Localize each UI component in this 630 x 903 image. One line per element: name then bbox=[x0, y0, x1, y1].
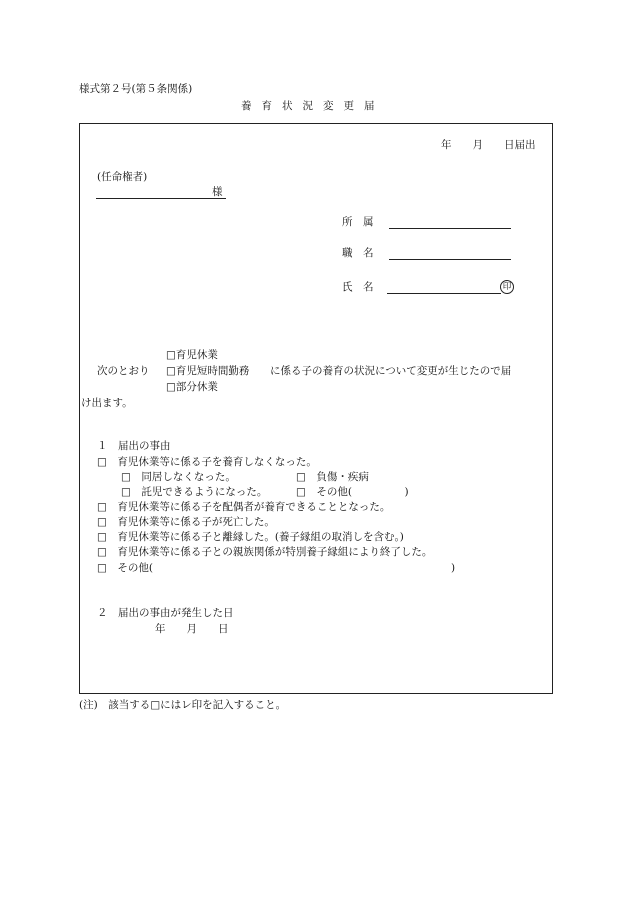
seal-mark: 印 bbox=[500, 280, 514, 294]
reason-other[interactable]: □ その他( bbox=[97, 562, 154, 574]
appointing-authority-line[interactable] bbox=[96, 198, 226, 199]
reason-special-adoption-ended[interactable]: □ 育児休業等に係る子との親族関係が特別養子縁組により終了した。 bbox=[97, 546, 433, 558]
submission-date: 年 月 日届出 bbox=[441, 139, 536, 151]
position-line[interactable] bbox=[389, 259, 511, 260]
reason-injury-illness[interactable]: □ 負傷・疾病 bbox=[296, 471, 369, 483]
form-number: 様式第２号(第５条関係) bbox=[79, 83, 193, 95]
occurrence-date[interactable]: 年 月 日 bbox=[155, 623, 229, 635]
leave-option-short-hours[interactable]: □育児短時間勤務 bbox=[166, 365, 250, 377]
form-title: 養育状況変更届 bbox=[241, 100, 385, 112]
affiliation-label: 所 属 bbox=[342, 216, 374, 228]
intro-suffix: に係る子の養育の状況について変更が生じたので届 bbox=[270, 365, 512, 377]
reason-child-died[interactable]: □ 育児休業等に係る子が死亡した。 bbox=[97, 516, 275, 528]
appointing-authority-label: (任命権者) bbox=[97, 171, 148, 183]
reason-dissolved-adoption[interactable]: □ 育児休業等に係る子と離縁した。(養子縁組の取消しを含む。) bbox=[97, 531, 404, 543]
honorific-label: 様 bbox=[212, 186, 223, 198]
section1-heading: １ 届出の事由 bbox=[97, 440, 171, 452]
footnote: (注) 該当する□にはレ印を記入すること。 bbox=[79, 699, 287, 711]
intro-prefix: 次のとおり bbox=[97, 365, 150, 377]
leave-option-childcare[interactable]: □育児休業 bbox=[166, 349, 218, 361]
name-line[interactable] bbox=[387, 293, 501, 294]
name-label: 氏 名 bbox=[342, 281, 374, 293]
intro-continuation: け出ます。 bbox=[81, 397, 133, 409]
reason-no-longer-cohabiting[interactable]: □ 同居しなくなった。 bbox=[121, 471, 236, 483]
reason-spouse-can-raise[interactable]: □ 育児休業等に係る子を配偶者が養育できることとなった。 bbox=[97, 501, 391, 513]
reason-no-longer-raising[interactable]: □ 育児休業等に係る子を養育しなくなった。 bbox=[97, 456, 317, 468]
reason-childcare-available[interactable]: □ 託児できるようになった。 bbox=[121, 486, 268, 498]
position-label: 職 名 bbox=[342, 247, 374, 259]
affiliation-line[interactable] bbox=[389, 228, 511, 229]
reason-other-sub[interactable]: □ その他( ) bbox=[296, 486, 409, 498]
reason-other-close: ) bbox=[451, 562, 456, 574]
leave-option-partial[interactable]: □部分休業 bbox=[166, 381, 218, 393]
section2-heading: ２ 届出の事由が発生した日 bbox=[97, 607, 234, 619]
